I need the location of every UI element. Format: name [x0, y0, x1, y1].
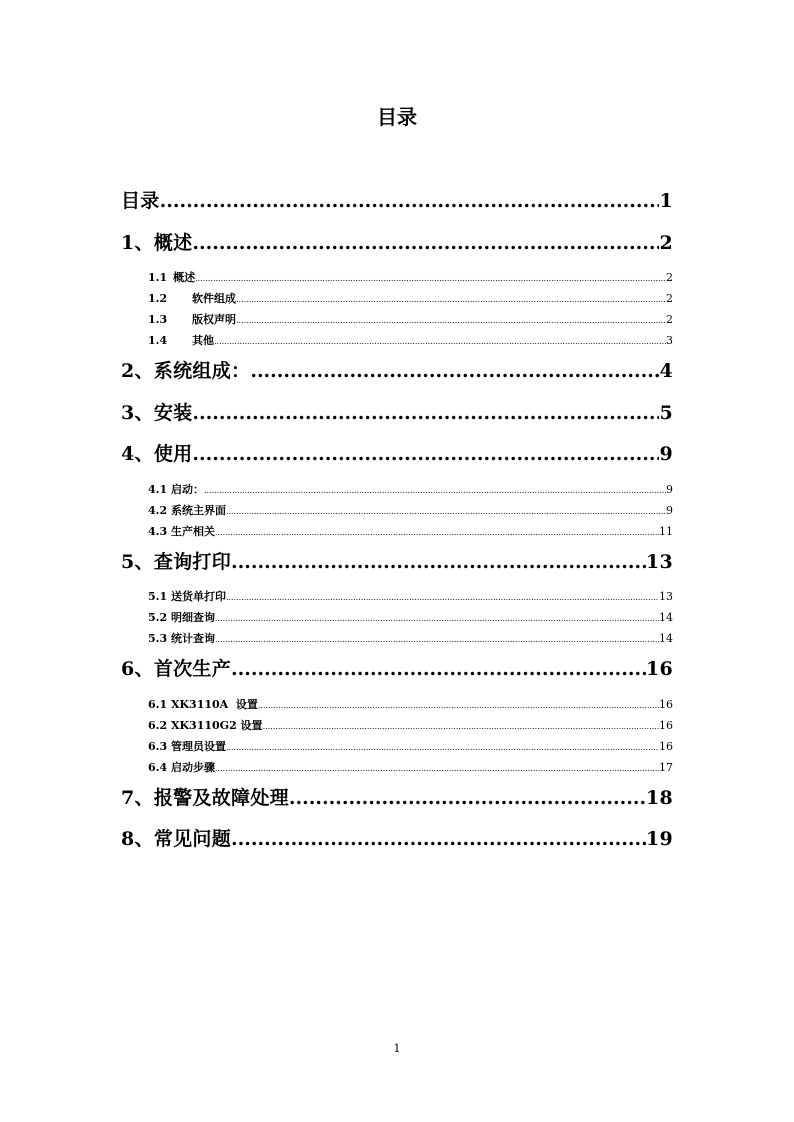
dot-leader	[289, 785, 646, 811]
toc-entry-label: 4.3 生产相关	[148, 524, 215, 538]
toc-entry-contents[interactable]	[121, 188, 673, 230]
toc-entry-page: 2	[666, 313, 673, 326]
toc-entry-label: 6.1 XK3110A 设置	[148, 697, 258, 711]
toc-entry-page: 9	[666, 482, 673, 496]
toc-entry-label: 6.3 管理员设置	[148, 739, 226, 753]
toc-entry-label: 6.4 启动步骤	[148, 760, 215, 774]
toc-entry-overview[interactable]	[121, 230, 673, 272]
dot-leader	[215, 526, 659, 540]
dot-leader	[226, 591, 659, 605]
toc-entry-label	[148, 313, 236, 327]
dot-leader	[250, 358, 659, 384]
dot-leader	[231, 826, 646, 852]
toc-entry-page: 17	[659, 760, 673, 774]
dot-leader	[192, 230, 659, 256]
toc-entry-label	[148, 271, 195, 285]
toc-entry-label: 5.2 明细查询	[148, 611, 215, 624]
toc-entry-page: 11	[659, 524, 673, 538]
toc-entry-label: 4.1 启动：	[148, 482, 204, 496]
toc-entry-label: 6.2 XK3110G2 设置	[148, 718, 263, 732]
dot-leader	[195, 272, 666, 286]
toc-subentry-4-1[interactable]	[121, 483, 673, 504]
toc-entry-page: 14	[659, 611, 673, 624]
toc-entry-first-production[interactable]	[121, 656, 673, 698]
toc-entry-label: 3、安装	[121, 401, 193, 424]
dot-leader	[192, 441, 659, 467]
dot-leader	[204, 484, 666, 498]
page-number: 1	[393, 1042, 401, 1055]
toc-subentry-6-2[interactable]	[121, 719, 673, 740]
toc-entry-query-print[interactable]	[121, 549, 673, 591]
toc-entry-page: 16	[659, 739, 673, 753]
toc-entry-page: 1	[659, 190, 673, 212]
dot-leader	[231, 656, 646, 682]
toc-subentry-1-3[interactable]	[121, 313, 673, 334]
toc-entry-label: 1、概述	[121, 231, 193, 254]
toc-entry-label: 5.1 送货单打印	[148, 590, 226, 603]
toc-entry-label: 2、系统组成：	[121, 360, 251, 382]
toc-subentry-5-3[interactable]	[121, 632, 673, 653]
toc-entry-alarms-faults[interactable]	[121, 785, 673, 827]
table-of-contents	[121, 188, 673, 868]
toc-entry-page: 19	[645, 828, 673, 850]
dot-leader	[215, 633, 659, 647]
toc-entry-label: 4.2 系统主界面	[148, 503, 226, 517]
toc-entry-label: 6、首次生产	[121, 658, 232, 680]
toc-entry-label: 4、使用	[121, 443, 193, 465]
toc-entry-page: 16	[659, 697, 673, 711]
toc-entry-page: 2	[659, 231, 673, 254]
toc-entry-page: 2	[666, 271, 673, 284]
section-title: 版权声明	[192, 313, 236, 326]
toc-subentry-4-2[interactable]	[121, 504, 673, 525]
toc-subentry-6-3[interactable]	[121, 740, 673, 761]
dot-leader	[226, 505, 666, 519]
toc-entry-label: 5、查询打印	[121, 550, 232, 573]
section-title: 软件组成	[192, 292, 236, 305]
toc-entry-usage[interactable]	[121, 441, 673, 483]
toc-subentry-4-3[interactable]	[121, 525, 673, 546]
dot-leader	[236, 314, 666, 328]
toc-entry-label: 8、常见问题	[121, 828, 232, 850]
toc-entry-page: 2	[666, 292, 673, 305]
toc-entry-label: 5.3 统计查询	[148, 632, 215, 645]
toc-entry-page: 9	[659, 443, 673, 465]
toc-entry-page: 4	[659, 360, 673, 382]
toc-subentry-1-2[interactable]	[121, 292, 673, 313]
dot-leader	[226, 741, 659, 755]
toc-entry-page: 9	[666, 503, 673, 517]
toc-entry-faq[interactable]	[121, 826, 673, 868]
dot-leader	[160, 188, 660, 214]
dot-leader	[192, 400, 659, 426]
toc-subentry-6-1[interactable]	[121, 698, 673, 719]
toc-entry-page: 13	[645, 550, 673, 573]
section-number: 1.3	[148, 313, 168, 326]
dot-leader	[258, 699, 659, 713]
toc-subentry-6-4[interactable]	[121, 761, 673, 782]
section-title: 其他	[192, 334, 214, 347]
toc-entry-install[interactable]	[121, 400, 673, 442]
section-title: 概述	[173, 271, 196, 284]
dot-leader	[236, 293, 666, 307]
toc-entry-page: 18	[645, 786, 673, 809]
toc-subentry-1-1[interactable]	[121, 271, 673, 292]
section-number: 1.1	[148, 271, 168, 284]
toc-entry-label	[148, 292, 236, 306]
dot-leader	[214, 335, 666, 349]
toc-entry-page: 16	[659, 718, 673, 732]
toc-entry-page: 16	[645, 658, 673, 680]
toc-subentry-1-4[interactable]	[121, 334, 673, 355]
dot-leader	[231, 549, 646, 575]
toc-subentry-5-2[interactable]	[121, 611, 673, 632]
section-number: 1.2	[148, 292, 168, 305]
section-number: 1.4	[148, 334, 168, 347]
page-title: 目录	[377, 105, 417, 129]
toc-entry-label: 目录	[121, 190, 160, 212]
toc-entry-page: 3	[666, 334, 673, 347]
toc-entry-page: 14	[659, 632, 673, 645]
toc-entry-system-composition[interactable]	[121, 358, 673, 400]
dot-leader	[215, 762, 659, 776]
toc-entry-label	[148, 334, 214, 348]
dot-leader	[215, 612, 659, 626]
toc-entry-label: 7、报警及故障处理	[121, 786, 289, 809]
dot-leader	[263, 720, 659, 734]
toc-entry-page: 5	[659, 401, 673, 424]
toc-subentry-5-1[interactable]	[121, 590, 673, 611]
toc-entry-page: 13	[659, 590, 673, 603]
